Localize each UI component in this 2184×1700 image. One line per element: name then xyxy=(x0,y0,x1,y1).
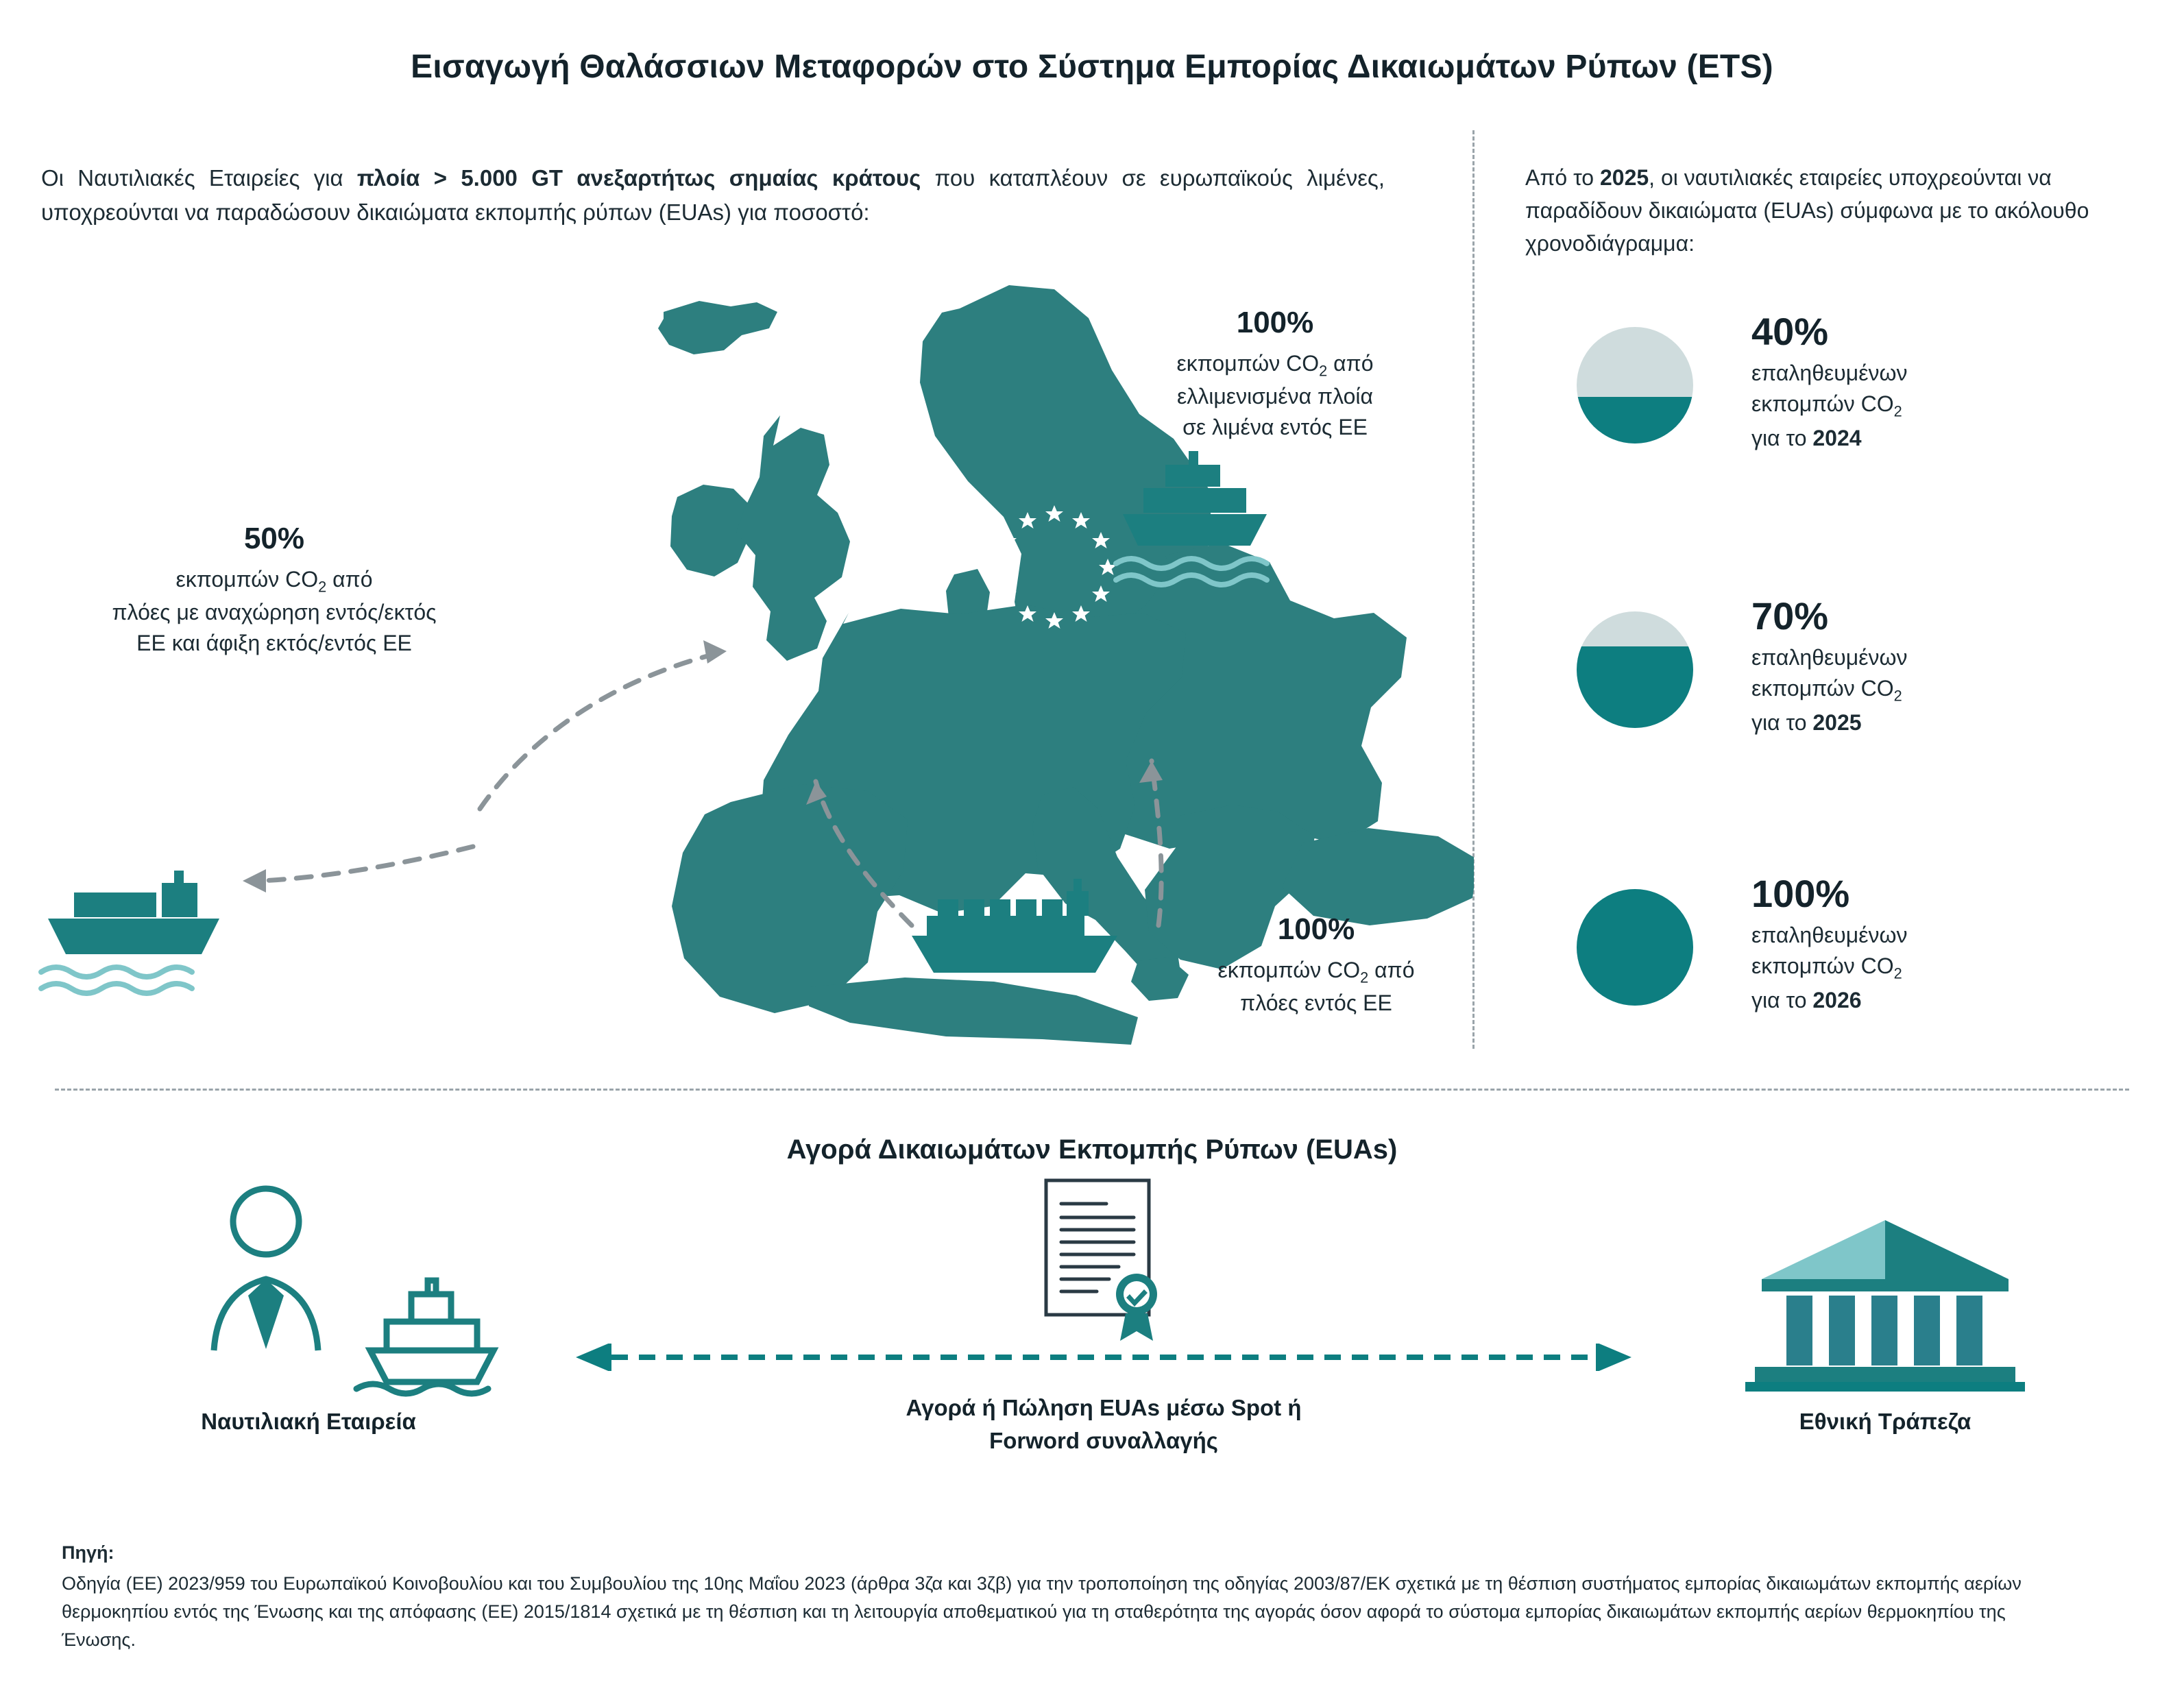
timeline-2024-line3-prefix: για το xyxy=(1751,425,1813,450)
timeline-sub-2024 xyxy=(1751,358,2163,454)
gauge-circle-2025 xyxy=(1577,611,1693,728)
timeline-sub-2025 xyxy=(1751,642,2163,738)
timeline-2026-line3-prefix: για το xyxy=(1751,987,1813,1012)
callout-inout-line1: εκπομπών CO xyxy=(175,566,319,592)
gauge-circle-2024 xyxy=(1577,327,1693,444)
timeline-2026-sub: 2 xyxy=(1893,964,1902,982)
gauge-fill-2024 xyxy=(1577,397,1693,444)
gauge-circle-2026 xyxy=(1577,889,1693,1006)
callout-inout-line1-tail: από xyxy=(326,566,373,592)
timeline-2025-year: 2025 xyxy=(1812,709,1862,735)
timeline-2024-sub: 2 xyxy=(1893,402,1902,420)
timeline-2026-line1: επαληθευμένων xyxy=(1751,922,1908,947)
intro-left-part1: Οι Ναυτιλιακές Εταιρείες για xyxy=(41,165,357,191)
trade-label-line1: Αγορά ή Πώληση EUAs μέσω Spot ή xyxy=(906,1395,1302,1420)
callout-intra-sub: 2 xyxy=(1360,968,1369,986)
callout-port-line1-tail: από xyxy=(1327,350,1374,376)
gauge-fill-2026 xyxy=(1577,889,1693,1006)
timeline-2025-sub: 2 xyxy=(1893,687,1902,705)
callout-intra-line2: πλόες εντός ΕΕ xyxy=(1240,991,1392,1016)
timeline-2025-line2: εκπομπών CO xyxy=(1751,676,1894,701)
label-national-bank: Εθνική Τράπεζα xyxy=(1799,1409,1971,1434)
callout-port-line2: ελλιμενισμένα πλοία xyxy=(1176,384,1374,409)
intro-left-part2: που καταπλέουν σε ευρωπαϊκούς λιμένες, υποχρεούνται να παραδώσουν δικαιώματα εκπομπής ρύπων (EUAs) για ποσοστό: xyxy=(41,165,1385,226)
timeline-text-2025 xyxy=(1751,596,2163,738)
cargo-ship-icon xyxy=(41,871,219,993)
callout-port-line1: εκπομπών CO xyxy=(1176,350,1320,376)
callout-intra-line1: εκπομπών CO xyxy=(1217,957,1361,982)
source-label: Πηγή: xyxy=(62,1542,114,1563)
gauge-fill-2025 xyxy=(1577,646,1693,728)
callout-inout-percent: 50% xyxy=(243,522,305,555)
callout-port-emissions xyxy=(1111,302,1440,443)
callout-inout-sub: 2 xyxy=(318,577,327,595)
intro-left-highlight: πλοία > 5.000 GT ανεξαρτήτως σημαίας κράτους xyxy=(356,165,921,191)
callout-inout-line3: ΕΕ και άφιξη εκτός/εντός ΕΕ xyxy=(136,631,412,656)
callout-intra-line1-tail: από xyxy=(1368,957,1415,982)
trade-arrow xyxy=(576,1344,1631,1371)
callout-intra-eu xyxy=(1138,908,1494,1019)
intro-right-highlight: 2025 xyxy=(1599,165,1649,190)
callout-intra-percent: 100% xyxy=(1277,912,1355,946)
trade-arrow-label xyxy=(781,1392,1426,1457)
timeline-2026-line2: εκπομπών CO xyxy=(1751,954,1894,979)
source-text: Οδηγία (ΕΕ) 2023/959 του Ευρωπαϊκού Κοινοβουλίου και του Συμβουλίου της 10ης Μαΐου 2023 (άρθρα 3ζα και 3ζβ) για την τροποποίηση της οδηγίας 2003/87/ΕΚ σχετικά με τη θέσπιση συστήματος εμπορίας δικαιωμάτων εκπομπής αερίων θερμοκηπίου εντός της Ένωσης και της απόφασης (ΕΕ) 2015/1814 σχετικά με τη θέσπιση και τη λειτουργία αποθεματικού για τη σταθερότητα της αγοράς όσον αφορά το σύστομα εμπορίας δικαιωμάτων εκπομπής αερίων θερμοκηπίου της Ένωσης. xyxy=(62,1573,2022,1651)
timeline-2025-line3-prefix: για το xyxy=(1751,709,1813,735)
arrow-head-right xyxy=(1596,1344,1631,1371)
timeline-item-2025 xyxy=(1577,596,2166,775)
timeline-percent-2024: 40% xyxy=(1751,310,1829,353)
intro-paragraph-right xyxy=(1525,161,2142,260)
timeline-item-2024 xyxy=(1577,312,2166,490)
timeline-sub-2026 xyxy=(1751,920,2163,1016)
horizontal-divider xyxy=(55,1089,2129,1091)
national-bank-icon xyxy=(1741,1213,2029,1392)
timeline-text-2026 xyxy=(1751,874,2163,1016)
timeline-percent-2025: 70% xyxy=(1751,594,1829,638)
source-note xyxy=(62,1539,2050,1654)
callout-port-percent: 100% xyxy=(1236,306,1314,339)
callout-inbound-outbound xyxy=(14,518,535,659)
timeline-text-2024 xyxy=(1751,312,2163,454)
timeline-percent-2026: 100% xyxy=(1751,872,1850,915)
timeline-2025-line1: επαληθευμένων xyxy=(1751,644,1908,670)
certificate-icon xyxy=(1028,1174,1179,1352)
trade-label-line2: Forword συναλλαγής xyxy=(989,1427,1218,1453)
intro-right-part2: , οι ναυτιλιακές εταιρείες υποχρεούνται να παραδίδουν δικαιώματα (EUAs) σύμφωνα με το ακόλουθο χρονοδιάγραμμα: xyxy=(1525,165,2089,256)
timeline-2024-year: 2024 xyxy=(1812,425,1862,450)
timeline-2024-line1: επαληθευμένων xyxy=(1751,360,1908,385)
market-section-title: Αγορά Δικαιωμάτων Εκπομπής Ρύπων (EUAs) xyxy=(786,1134,1398,1165)
callout-inout-line2: πλόες με αναχώρηση εντός/εκτός xyxy=(112,600,437,625)
timeline-2024-line2: εκπομπών CO xyxy=(1751,391,1894,417)
shipping-company-icon xyxy=(165,1179,521,1398)
arrow-head-left xyxy=(576,1344,611,1371)
label-shipping-company: Ναυτιλιακή Εταιρεία xyxy=(201,1409,416,1434)
arrow-inbound-path xyxy=(480,651,727,809)
arrow-outbound-path xyxy=(260,847,473,881)
page-title: Εισαγωγή Θαλάσσιων Μεταφορών στο Σύστημα Εμπορίας Δικαιωμάτων Ρύπων (ETS) xyxy=(411,49,1773,85)
callout-port-line3: σε λιμένα εντός ΕΕ xyxy=(1182,415,1368,440)
callout-port-sub: 2 xyxy=(1319,361,1328,379)
timeline-2026-year: 2026 xyxy=(1812,987,1862,1012)
intro-right-part1: Από το xyxy=(1525,165,1600,190)
timeline-item-2026 xyxy=(1577,874,2166,1052)
